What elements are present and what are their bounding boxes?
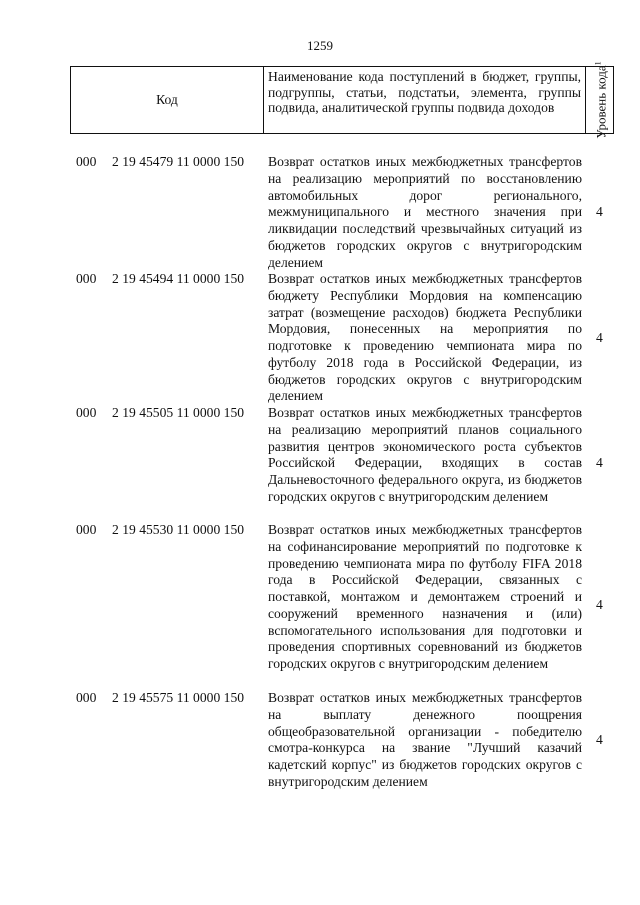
row-prefix: 000 xyxy=(76,690,97,705)
row-prefix: 000 xyxy=(76,405,97,420)
row-level: 4 xyxy=(596,597,603,612)
row-code: 2 19 45479 11 0000 150 xyxy=(112,154,245,169)
row-level: 4 xyxy=(596,330,603,345)
row-code: 2 19 45494 11 0000 150 xyxy=(112,271,245,286)
header-name-label: Наименование кода поступлений в бюджет, группы, подгруппы, статьи, подстатьи, элемента, группы подвида, аналитической группы подвида доходов xyxy=(268,69,581,115)
row-level: 4 xyxy=(596,204,603,219)
header-code-label: Код xyxy=(156,92,178,107)
row-level: 4 xyxy=(596,732,603,747)
header-level-footnote: 1 xyxy=(592,61,602,66)
row-name: Возврат остатков иных межбюджетных трансфертов на реализацию мероприятий планов социального развития центров экономического роста субъектов Российской Федерации, входящих в состав Дальневосточного федерального округа, из бюджетов городских округов с внутригородским делением xyxy=(268,405,582,504)
row-prefix: 000 xyxy=(76,154,97,169)
row-level: 4 xyxy=(596,455,603,470)
row-code: 2 19 45575 11 0000 150 xyxy=(112,690,245,705)
header-level-cell xyxy=(586,61,613,139)
page-number: 1259 xyxy=(307,38,333,53)
row-name: Возврат остатков иных межбюджетных трансфертов на софинансирование мероприятий по подготовке к проведению чемпионата мира по футболу FIFA 2018 года в Российской Федерации, связанных с поставкой, монтажом и демонтажем строений и сооружений временного назначения и (или) вспомогательного использования для подготовки и проведения спортивных соревнований из бюджетов городских округов с внутригородским делением xyxy=(268,522,582,671)
header-code-cell xyxy=(71,67,264,133)
header-level-rotated xyxy=(592,61,607,138)
table-header xyxy=(70,61,614,139)
row-name: Возврат остатков иных межбюджетных трансфертов на реализацию мероприятий по восстановлению автомобильных дорог регионального, межмуниципального и местного значения при ликвидации последствий чрезвычайных ситуаций из бюджетов городских округов с внутригородским делением xyxy=(268,154,582,270)
row-code: 2 19 45530 11 0000 150 xyxy=(112,522,245,537)
row-name: Возврат остатков иных межбюджетных трансфертов бюджету Республики Мордовия на компенсацию затрат (возмещение расходов) бюджета Республики Мордовия, понесенных на мероприятия по подготовке к проведению чемпионата мира по футболу 2018 года в Российской Федерации, из бюджетов городских округов с внутригородским делением xyxy=(268,271,582,404)
row-prefix: 000 xyxy=(76,271,97,286)
row-prefix: 000 xyxy=(76,522,97,537)
row-name: Возврат остатков иных межбюджетных трансфертов на выплату денежного поощрения общеобразовательной организации - победителю смотра-конкурса на звание "Лучший казачий кадетский корпус" из бюджетов городских округов с внутригородским делением xyxy=(268,690,582,789)
row-code: 2 19 45505 11 0000 150 xyxy=(112,405,245,420)
header-level-label: Уровень кода xyxy=(593,65,609,139)
header-name-cell xyxy=(264,67,586,133)
